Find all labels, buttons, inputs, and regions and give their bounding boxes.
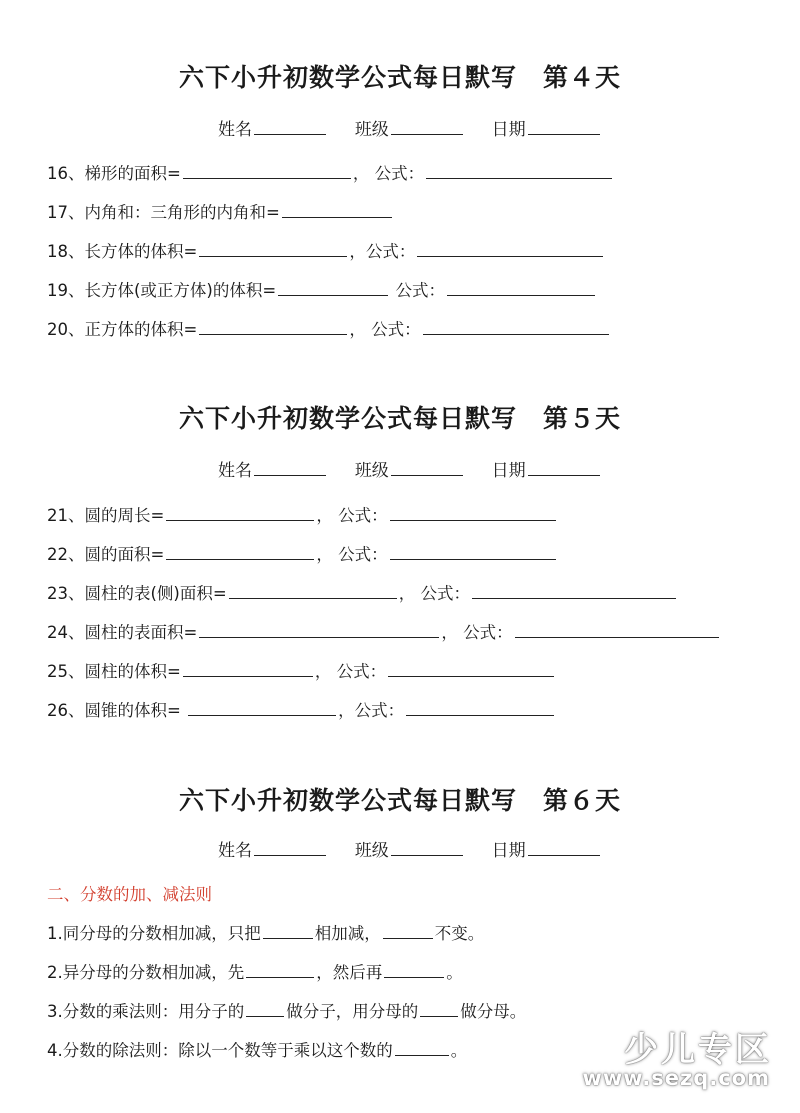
formula-item-26: 26、圆锥的体积= ，公式： (47, 697, 556, 721)
formula-blank[interactable] (423, 333, 609, 335)
name-label: 姓名 (218, 120, 252, 140)
answer-blank[interactable] (282, 216, 392, 218)
day5-title: 六下小升初数学公式每日默写 第５天 (178, 404, 621, 433)
class-label: 班级 (354, 841, 389, 861)
answer-blank[interactable] (395, 1054, 449, 1056)
name-blank[interactable] (254, 854, 326, 856)
formula-item-18: 18、长方体的体积= ，公式： (47, 238, 605, 262)
rule-item-3: 3.分数的乘法则：用分子的 做分子，用分母的 做分母。 (47, 1002, 527, 1021)
name-label: 姓名 (218, 841, 252, 861)
day6-title: 六下小升初数学公式每日默写 第６天 (178, 786, 621, 815)
formula-blank[interactable] (417, 255, 603, 257)
answer-blank[interactable] (166, 558, 314, 560)
answer-blank[interactable] (383, 937, 433, 939)
answer-blank[interactable] (188, 714, 336, 716)
answer-blank[interactable] (199, 255, 347, 257)
formula-blank[interactable] (447, 294, 595, 296)
formula-item-20: 20、正方体的体积= ， 公式： (47, 316, 611, 340)
formula-item-21: 21、圆的周长= ， 公式： (47, 502, 558, 526)
date-blank[interactable] (528, 854, 600, 856)
rule-item-1: 1.同分母的分数相加减，只把 相加减， 不变。 (47, 924, 485, 943)
answer-blank[interactable] (246, 976, 314, 978)
rule-item-4: 4.分数的除法则：除以一个数等于乘以这个数的 。 (47, 1041, 468, 1060)
watermark-url: www.sezq.com (582, 1066, 770, 1090)
answer-blank[interactable] (263, 937, 313, 939)
class-blank[interactable] (391, 133, 463, 135)
answer-blank[interactable] (183, 675, 313, 677)
formula-item-19: 19、长方体(或正方体)的体积= 公式： (47, 277, 597, 301)
formula-blank[interactable] (472, 597, 676, 599)
rule-item-2: 2.异分母的分数相加减，先 ，然后再 。 (47, 963, 463, 982)
name-blank[interactable] (254, 474, 326, 476)
watermark-brand: 少儿专区 (624, 1030, 772, 1070)
class-label: 班级 (354, 120, 389, 140)
answer-blank[interactable] (229, 597, 397, 599)
date-label: 日期 (491, 461, 526, 481)
formula-blank[interactable] (390, 558, 556, 560)
answer-blank[interactable] (420, 1015, 458, 1017)
formula-item-25: 25、圆柱的体积= ， 公式： (47, 658, 556, 682)
formula-item-22: 22、圆的面积= ， 公式： (47, 541, 558, 565)
class-blank[interactable] (391, 474, 463, 476)
section-heading: 二、分数的加、减法则 (47, 885, 212, 904)
name-blank[interactable] (254, 133, 326, 135)
formula-blank[interactable] (388, 675, 554, 677)
formula-blank[interactable] (406, 714, 554, 716)
answer-blank[interactable] (183, 177, 351, 179)
date-blank[interactable] (528, 133, 600, 135)
answer-blank[interactable] (384, 976, 444, 978)
formula-item-16: 16、梯形的面积= ， 公式： (47, 160, 614, 184)
answer-blank[interactable] (199, 333, 347, 335)
formula-blank[interactable] (515, 636, 719, 638)
class-label: 班级 (354, 461, 389, 481)
class-blank[interactable] (391, 854, 463, 856)
name-label: 姓名 (218, 461, 252, 481)
day4-info-row (218, 115, 602, 140)
formula-blank[interactable] (390, 519, 556, 521)
answer-blank[interactable] (199, 636, 439, 638)
answer-blank[interactable] (278, 294, 388, 296)
formula-item-23: 23、圆柱的表(侧)面积= ， 公式： (47, 580, 678, 604)
date-label: 日期 (491, 120, 526, 140)
answer-blank[interactable] (246, 1015, 284, 1017)
formula-blank[interactable] (426, 177, 612, 179)
day5-info-row (218, 456, 602, 481)
day4-title: 六下小升初数学公式每日默写 第４天 (178, 63, 621, 92)
day6-info-row (218, 836, 602, 861)
date-blank[interactable] (528, 474, 600, 476)
formula-item-17: 17、内角和：三角形的内角和= (47, 199, 394, 223)
date-label: 日期 (491, 841, 526, 861)
answer-blank[interactable] (166, 519, 314, 521)
formula-item-24: 24、圆柱的表面积= ， 公式： (47, 619, 721, 643)
